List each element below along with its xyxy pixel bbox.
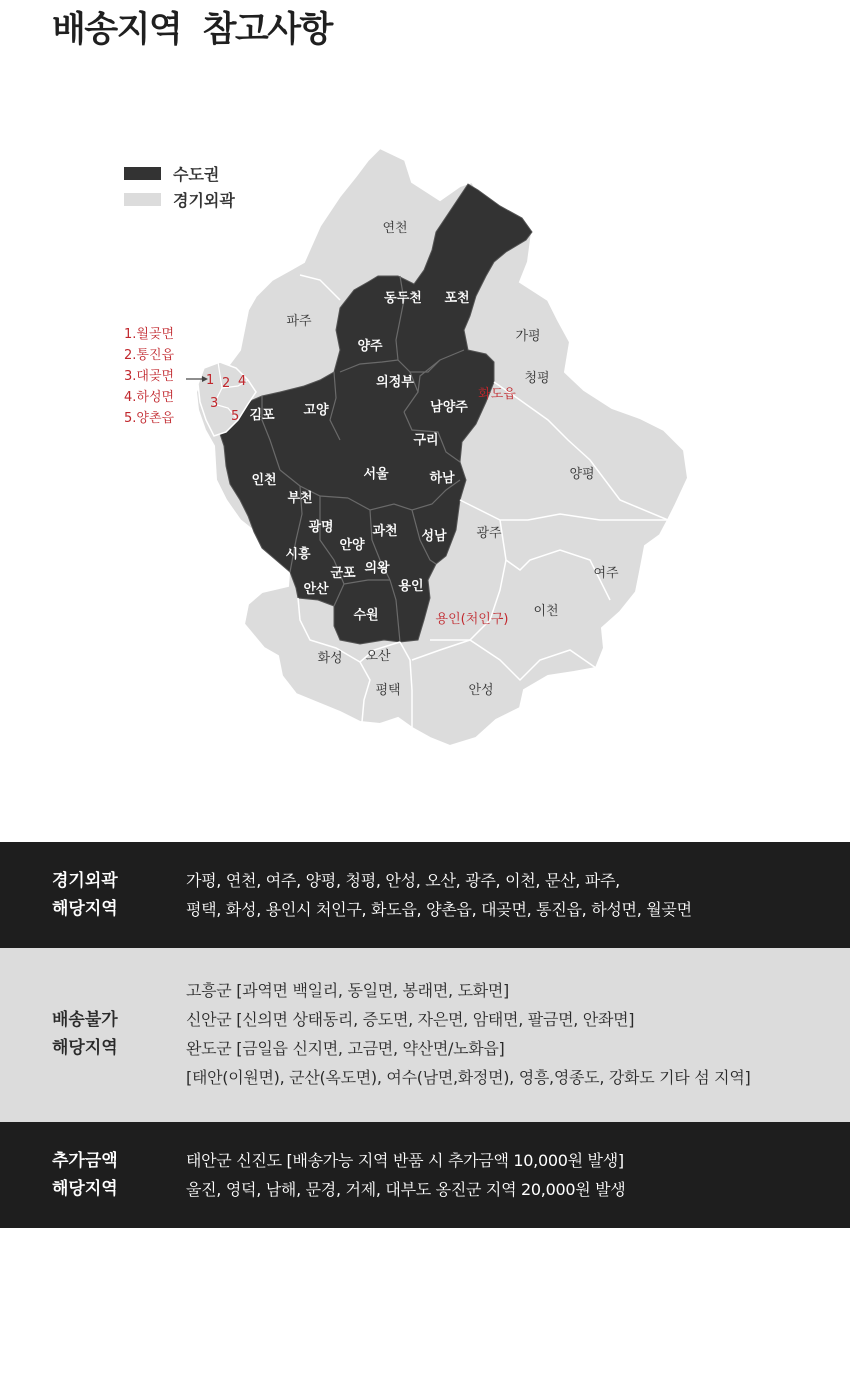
sub-area-item: 1.월곶면 (124, 327, 175, 342)
row-body-line: 완도군 [금일읍 신지면, 고금면, 약산면/노화읍] (186, 1039, 505, 1058)
region-label: 여주 (593, 566, 619, 581)
region-label: 광명 (308, 520, 334, 535)
region-label: 성남 (421, 529, 447, 544)
sub-area-number: 4 (238, 374, 247, 389)
region-label: 용인 (398, 579, 424, 594)
region-label: 안성 (468, 683, 494, 698)
region-label: 포천 (444, 291, 470, 306)
region-label: 용인(처인구) (435, 612, 509, 627)
region-label: 연천 (382, 221, 408, 236)
row-body-line: 태안군 신진도 [배송가능 지역 반품 시 추가금액 10,000원 발생] (186, 1151, 624, 1170)
sub-area-number: 3 (210, 396, 219, 411)
region-label: 청평 (524, 371, 550, 386)
sub-area-number: 5 (231, 409, 240, 424)
no-delivery-row (0, 948, 850, 1122)
region-label: 화성 (317, 651, 343, 666)
region-label: 광주 (476, 526, 502, 541)
region-label: 이천 (533, 604, 559, 619)
row-body-line: 신안군 [신의면 상태동리, 증도면, 자은면, 암태면, 팔금면, 안좌면] (186, 1010, 635, 1029)
region-label: 의정부 (376, 375, 414, 390)
sub-area-number: 2 (222, 376, 231, 391)
row-body-line: 평택, 화성, 용인시 처인구, 화도읍, 양촌읍, 대곶면, 통진읍, 하성면, 월곶면 (186, 900, 692, 919)
region-label: 시흥 (285, 547, 311, 562)
row-heading-line: 해당지역 (52, 1038, 118, 1058)
sub-area-item: 5.양촌읍 (124, 411, 175, 426)
row-body-line: 가평, 연천, 여주, 양평, 청평, 안성, 오산, 광주, 이천, 문산, 파주, (186, 871, 620, 890)
extra-charge-row (0, 1122, 850, 1228)
region-label: 군포 (330, 566, 356, 581)
region-label: 구리 (413, 433, 439, 448)
sub-area-number: 1 (206, 373, 215, 388)
row-body (186, 976, 826, 1092)
row-body-line: 울진, 영덕, 남해, 문경, 거제, 대부도 옹진군 지역 20,000원 발생 (186, 1180, 626, 1199)
row-body-line: 고흥군 [과역면 백일리, 동일면, 봉래면, 도화면] (186, 981, 509, 1000)
region-label: 양주 (357, 339, 383, 354)
region-label: 화도읍 (478, 387, 516, 402)
row-body-line: [태안(이원면), 군산(옥도면), 여수(남면,화정면), 영흥,영종도, 강화도 기타 섬 지역] (186, 1068, 751, 1087)
region-label: 안산 (303, 582, 329, 597)
region-label: 과천 (372, 524, 398, 539)
region-label: 오산 (365, 649, 391, 664)
region-label: 수원 (353, 608, 379, 623)
outer-area-row (0, 842, 850, 948)
legend-label-outer: 경기외곽 (173, 190, 235, 210)
region-label: 김포 (249, 408, 275, 423)
row-heading (52, 1147, 162, 1203)
row-body (186, 866, 826, 924)
legend-label-metro: 수도권 (173, 164, 220, 184)
region-label: 하남 (429, 471, 455, 486)
row-heading-line: 해당지역 (52, 1179, 118, 1199)
region-label: 파주 (286, 314, 312, 329)
sub-area-item: 2.통진읍 (124, 348, 175, 363)
row-heading-line: 해당지역 (52, 899, 118, 919)
page-title: 배송지역 참고사항 (52, 10, 332, 50)
row-heading (52, 867, 162, 923)
row-heading-line: 경기외곽 (52, 871, 118, 891)
region-label: 서울 (363, 467, 389, 482)
region-label: 평택 (375, 683, 401, 698)
region-label: 부천 (287, 491, 313, 506)
region-label: 남양주 (430, 400, 468, 415)
region-label: 인천 (251, 473, 277, 488)
region-label: 동두천 (384, 291, 422, 306)
region-label: 양평 (569, 467, 595, 482)
row-heading-line: 추가금액 (52, 1151, 118, 1171)
region-label: 의왕 (364, 561, 390, 576)
region-label: 안양 (339, 538, 365, 553)
row-heading-line: 배송불가 (52, 1010, 118, 1030)
row-heading (52, 1006, 162, 1062)
region-label: 가평 (515, 329, 541, 344)
region-label: 고양 (303, 403, 329, 418)
sub-area-item: 4.하성면 (124, 390, 175, 405)
row-body (186, 1146, 826, 1204)
sub-area-item: 3.대곶면 (124, 369, 175, 384)
